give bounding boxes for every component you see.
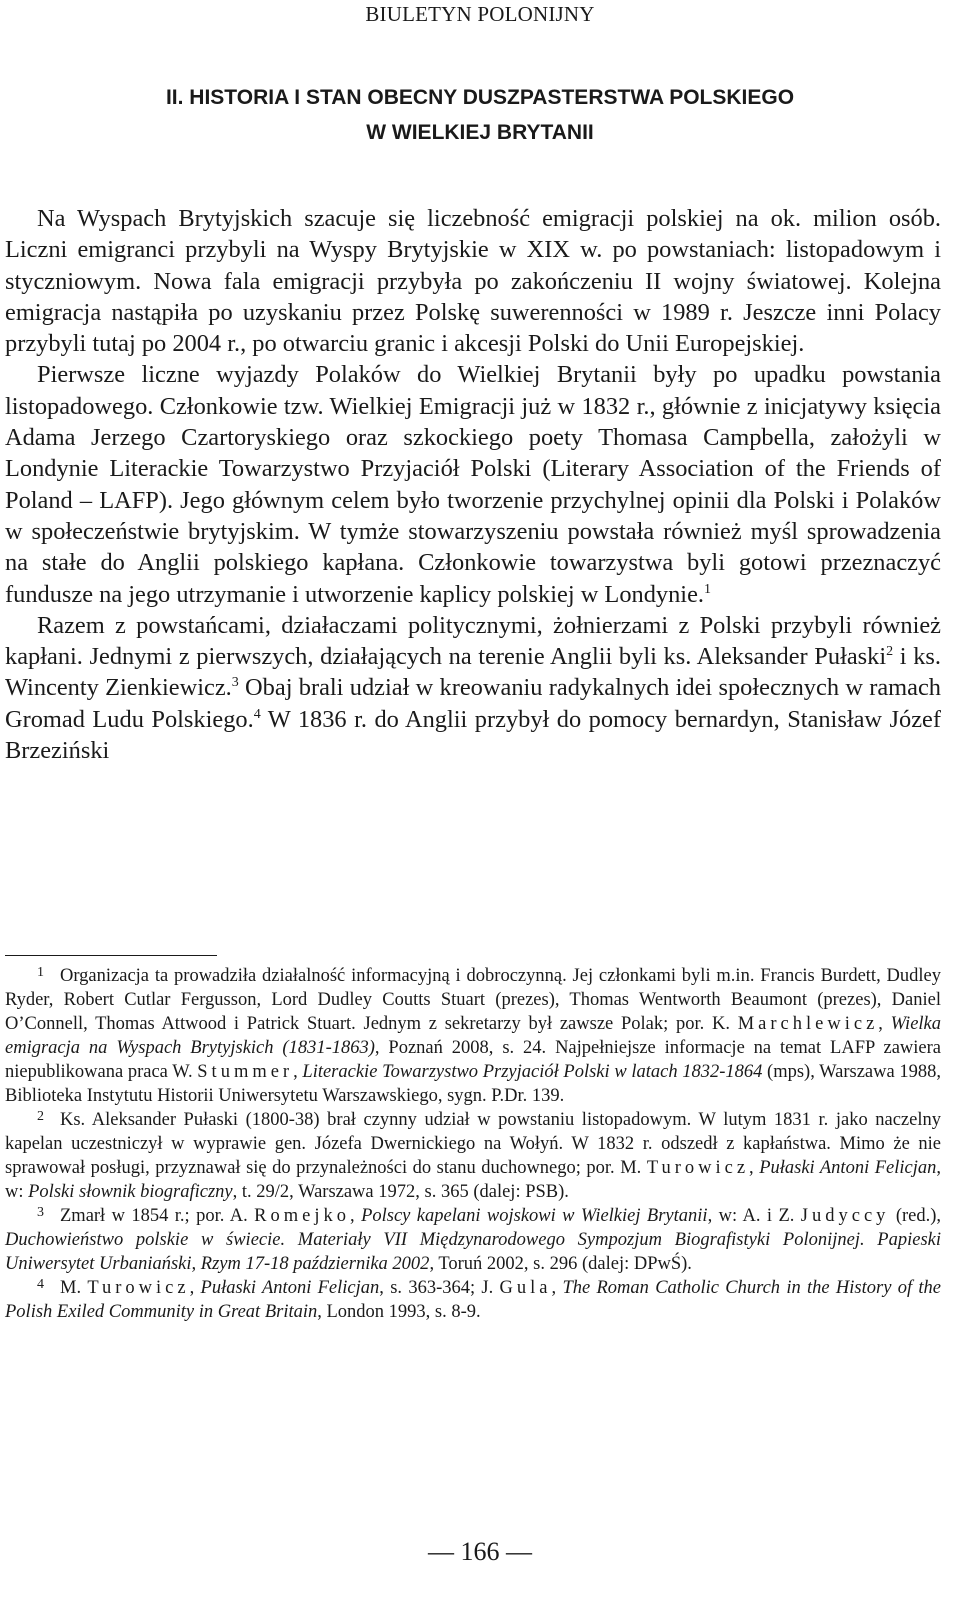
paragraph-3-text-b: i ks. Wincenty Zienkiewicz. — [5, 643, 941, 702]
footnote-4-text-4: , — [551, 1278, 563, 1298]
chapter-title — [0, 80, 960, 150]
footnote-1-title-1: Wielka emigracja na Wyspach Brytyjskich (1831-1863) — [5, 1014, 942, 1058]
footnote-2-author-1: Turowicz — [646, 1158, 750, 1178]
footnote-ref-3[interactable]: 3 — [231, 675, 239, 691]
footnote-3-number: 3 — [37, 1205, 44, 1220]
footnote-4-text-5: , London 1993, s. 8-9. — [317, 1302, 481, 1322]
footnote-4-title-2: The Roman Catholic Church in the History of the Polish Exiled Community in Great Britain — [5, 1278, 942, 1322]
footnote-4 — [5, 1276, 941, 1324]
footnote-2-text-4: , t. 29/2, Warszawa 1972, s. 365 (dalej: PSB). — [232, 1182, 569, 1202]
main-body-text — [5, 203, 941, 766]
footnote-divider — [5, 955, 217, 956]
footnote-1-text-4: , — [293, 1062, 303, 1082]
footnote-ref-1[interactable]: 1 — [704, 581, 711, 597]
footnote-3-title-1: Polscy kapelani wojskowi w Wielkiej Brytanii — [361, 1206, 708, 1226]
footnote-3 — [5, 1204, 941, 1276]
footnote-1-text-1: Organizacja ta prowadziła działalność informacyjną i dobroczynną. Jej członkami byli m.in. Francis Burdett, Dudley Ryder, Robert Cutlar Fergusson, Lord Dudley Coutts Stuart (prezes), Thomas Wentworth Beaumont (prezes), Daniel O’Connell, Thomas Attwood i Patrick Stuart. Jednym z sekretarzy był zawsze Polak; por. K. — [5, 966, 941, 1034]
footnote-1-text-2: , — [878, 1014, 891, 1034]
footnote-1-title-2: Literackie Towarzystwo Przyjaciół Polski w latach 1832-1864 — [302, 1062, 763, 1082]
footnote-4-text-2: , — [189, 1278, 201, 1298]
footnote-4-author-2: Gula — [499, 1278, 552, 1298]
footnote-3-author-1: Romejko — [254, 1206, 351, 1226]
footnote-3-text-4: (red.), — [889, 1206, 942, 1226]
paragraph-3-text-a: Razem z powstańcami, działaczami politycznymi, żołnierzami z Polski przybyli również kapłani. Jednymi z pierwszych, działających na terenie Anglii byli ks. Aleksander Pułaski — [5, 611, 941, 671]
footnote-2-number: 2 — [37, 1109, 44, 1124]
footnote-2-title-1: Pułaski Antoni Felicjan — [759, 1158, 937, 1178]
footnote-1-number: 1 — [37, 965, 44, 980]
footnote-2-text-1: Ks. Aleksander Pułaski (1800-38) brał czynny udział w powstaniu listopadowym. W lutym 1831 r. jako naczelny kapelan uczestniczył w wyprawie gen. Józefa Dwernickiego na Wołyń. W 1832 r. odszedł z kapłaństwa. Mimo że nie sprawował posługi, przyznawał się do przynależności do stanu duchownego; por. M. — [5, 1110, 941, 1178]
footnote-1-author-2: Stummer — [197, 1062, 294, 1082]
chapter-title-line-2: W WIELKIEJ BRYTANII — [366, 121, 594, 144]
footnote-3-author-2: Judyccy — [800, 1206, 890, 1226]
page-number: — 166 — — [428, 1537, 532, 1566]
paragraph-3 — [5, 610, 941, 766]
paragraph-3-text-d: W 1836 r. do Anglii przybył do pomocy bernardyn, Stanisław Józef Brzeziński — [5, 705, 941, 765]
footnote-ref-4[interactable]: 4 — [253, 706, 261, 722]
paragraph-2-text: Pierwsze liczne wyjazdy Polaków do Wielkiej Brytanii były po upadku powstania listopadowego. Członkowie tzw. Wielkiej Emigracji już w 1832 r., głównie z inicjatywy księcia Adama Jerzego Czartoryskiego oraz szkockiego poety Thomasa Campbella, założyli w Londynie Literackie Towarzystwo Przyjaciół Polski (Literary Association of the Friends of Poland – LAFP). Jego głównym celem było tworzenie przychylnej opinii dla Polski i Polaków w społeczeństwie brytyjskim. W tymże stowarzyszeniu powstała również myśl sprowadzenia na stałe do Anglii polskiego kapłana. Członkowie towarzystwa byli gotowi przeznaczyć fundusze na jego utrzymanie i utworzenie kaplicy polskiej w Londynie. — [5, 361, 941, 608]
footnote-2-text-3: , w: — [5, 1158, 942, 1202]
footnote-2-text-2: , — [749, 1158, 760, 1178]
paragraph-1 — [5, 203, 941, 359]
paragraph-3-text-c: Obaj brali udział w kreowaniu radykalnych idei społecznych w ramach Gromad Ludu Polskiego. — [5, 674, 941, 733]
footnote-4-title-1: Pułaski Antoni Felicjan — [200, 1278, 380, 1298]
footnote-1 — [5, 964, 941, 1108]
footnote-3-title-2: Duchowieństwo polskie w świecie. Materiały VII Międzynarodowego Sympozjum Biografistyki Polonijnej. Papieski Uniwersytet Urbaniański, Rzym 17-18 października 2002 — [5, 1230, 941, 1274]
footnote-1-text-5: (mps), Warszawa 1988, Biblioteka Instytutu Historii Uniwersytetu Warszawskiego, sygn. P.Dr. 139. — [5, 1062, 942, 1106]
footnote-3-text-5: , Toruń 2002, s. 296 (dalej: DPwŚ). — [429, 1254, 692, 1274]
footnote-4-text-1: M. — [60, 1278, 88, 1298]
footnotes — [5, 964, 941, 1324]
footnote-ref-2[interactable]: 2 — [886, 644, 894, 660]
footnote-3-text-1: Zmarł w 1854 r.; por. A. — [60, 1206, 255, 1226]
footnote-1-text-3: , Poznań 2008, s. 24. Najpełniejsze informacje na temat LAFP zawiera niepublikowana praca W. — [5, 1038, 941, 1082]
paragraph-2 — [5, 359, 941, 609]
running-head: BIULETYN POLONIJNY — [365, 2, 595, 26]
footnote-3-text-2: , — [350, 1206, 362, 1226]
footnote-2 — [5, 1108, 941, 1204]
footnote-4-number: 4 — [37, 1277, 44, 1292]
paragraph-1-text: Na Wyspach Brytyjskich szacuje się liczebność emigracji polskiej na ok. milion osób. Liczni emigranci przybyli na Wyspy Brytyjskie w XIX w. po powstaniach: listopadowym i styczniowym. Nowa fala emigracji przybyła po zakończeniu II wojny światowej. Kolejna emigracja nastąpiła po uzyskaniu przez Polskę suwerenności w 1989 r. Jeszcze inni Polacy przybyli tutaj po 2004 r., po otwarciu granic i akcesji Polski do Unii Europejskiej. — [5, 205, 941, 358]
footnote-1-author-1: Marchlewicz — [737, 1014, 879, 1034]
footnote-4-author-1: Turowicz — [87, 1278, 190, 1298]
footnote-3-text-3: , w: A. i Z. — [707, 1206, 801, 1226]
footnote-4-text-3: , s. 363-364; J. — [379, 1278, 500, 1298]
footnote-2-title-2: Polski słownik biograficzny — [28, 1182, 233, 1202]
chapter-title-line-1: II. HISTORIA I STAN OBECNY DUSZPASTERSTWA POLSKIEGO — [165, 86, 795, 109]
